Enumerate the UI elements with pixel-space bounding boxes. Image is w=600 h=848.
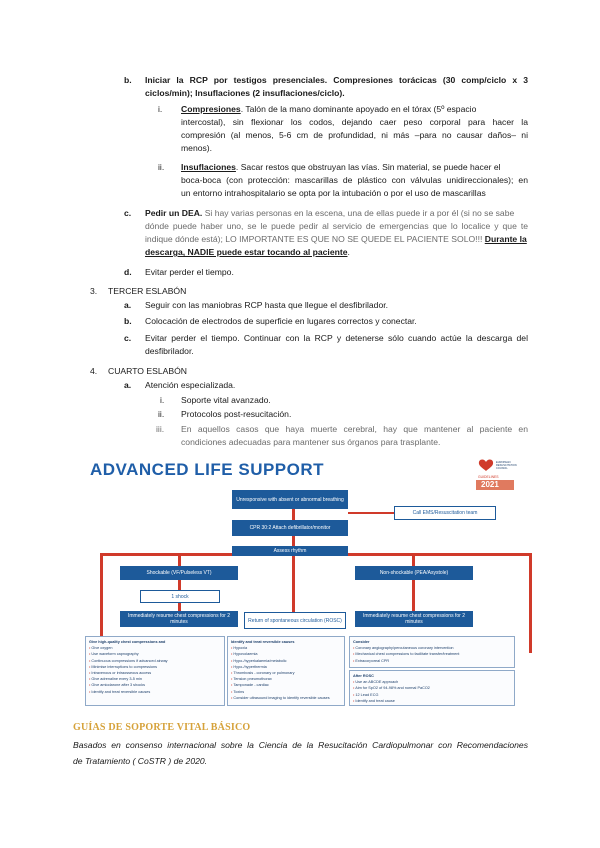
connector-arrow xyxy=(178,556,181,566)
panel-item: • Hypo-/hyperthermia xyxy=(231,664,341,670)
paragraph-line: intercostal), sin flexionar los codos, dejando caer peso corporal para hacer la xyxy=(181,117,528,127)
paragraph-line: ciclos/min); Insuflaciones (2 insuflaciones/ciclo). xyxy=(145,88,345,98)
panel-after-rosc xyxy=(349,670,515,706)
list-marker: 3. xyxy=(90,286,98,296)
list-marker: ii. xyxy=(158,162,165,172)
paragraph-line: Evitar perder el tiempo. xyxy=(145,267,234,277)
panel-item: • Give adrenaline every 3-5 min xyxy=(89,676,221,682)
text-span: Si hay varias personas en la escena, una de ellas puede ir a por él (si no se sabe xyxy=(202,208,515,218)
panel-item: • Use an ABCDE approach xyxy=(353,679,511,685)
term-compresiones: Compresiones xyxy=(181,104,241,114)
box-resume-left: Immediately resume chest compressions for 2 minutes xyxy=(120,611,238,627)
panel-item: • Use waveform capnography xyxy=(89,651,221,657)
box-resume-right: Immediately resume chest compressions for 2 minutes xyxy=(355,611,473,627)
panel-item: • Give amiodarone after 3 shocks xyxy=(89,682,221,688)
figure-title: ADVANCED LIFE SUPPORT xyxy=(90,460,325,479)
panel-item: • Extracorporeal CPR xyxy=(353,658,511,664)
panel-item: • Toxins xyxy=(231,689,341,695)
box-unresponsive: Unresponsive with absent or abnormal breathing xyxy=(232,490,348,509)
list-marker: b. xyxy=(124,316,132,326)
box-rosc: Return of spontaneous circulation (ROSC) xyxy=(244,612,346,629)
text-span: . xyxy=(347,247,350,257)
box-assess-rhythm: Assess rhythm xyxy=(232,546,348,556)
paragraph-line: Colocación de electrodos de superficie en lugares correctos y conectar. xyxy=(145,316,417,326)
paragraph-line: En aquellos casos que haya muerte cerebral, hay que mantener al paciente en xyxy=(181,424,528,434)
paragraph-line xyxy=(181,104,476,115)
section-title: TERCER ESLABÓN xyxy=(108,286,187,296)
panel-item: • Hypovolaemia xyxy=(231,651,341,657)
term-insuflaciones: Insuflaciones xyxy=(181,162,236,172)
panel-item: • Tamponade - cardiac xyxy=(231,682,341,688)
panel-item: • Identify and treat cause xyxy=(353,698,511,704)
panel-item: • Thrombosis - coronary or pulmonary xyxy=(231,670,341,676)
box-cpr: CPR 30:2 Attach defibrillator/monitor xyxy=(232,520,348,536)
erc-logo xyxy=(476,456,517,490)
paragraph-line: condiciones adecuadas para mantener sus órganos para trasplante. xyxy=(181,437,441,447)
panel-item: • Tension pneumothorax xyxy=(231,676,341,682)
connector-arrow xyxy=(412,556,415,566)
panel-title: After ROSC xyxy=(353,674,374,678)
paragraph-line: Atención especializada. xyxy=(145,380,236,390)
paragraph-line xyxy=(181,162,501,173)
panel-item: • Mechanical chest compressions to facilitate transfer/treatment xyxy=(353,651,511,657)
list-marker: i. xyxy=(160,395,165,405)
box-one-shock: 1 shock xyxy=(140,590,220,603)
section-title: CUARTO ESLABÓN xyxy=(108,366,187,376)
panel-consider xyxy=(349,636,515,668)
connector-arrow xyxy=(292,536,295,546)
panel-item: • Intravenous or intraosseous access xyxy=(89,670,221,676)
connector-arrow xyxy=(529,553,532,653)
text-span: . Talón de la mano dominante apoyado en el tórax (5º espacio xyxy=(240,104,477,114)
text-span: Durante la xyxy=(484,234,527,244)
connector-arrow xyxy=(412,580,415,611)
paragraph-line xyxy=(145,234,527,245)
connector-arrow xyxy=(292,556,295,612)
paragraph-line: menos). xyxy=(181,143,213,153)
connector-arrow xyxy=(178,580,181,590)
panel-item: • Consider ultrasound imaging to identify reversible causes xyxy=(231,695,341,701)
paragraph-line: desfibrilador. xyxy=(145,346,194,356)
list-marker: a. xyxy=(124,300,132,310)
panel-item: • Give oxygen xyxy=(89,645,221,651)
paragraph-line: un entorno intrahospitalario se opta por la intubación o por el uso de mascarillas xyxy=(181,188,486,198)
guides-heading: GUÍAS DE SOPORTE VITAL BÁSICO xyxy=(73,722,251,733)
text-span: Pedir un DEA. xyxy=(145,208,203,218)
italic-line: de Tratamiento ( CoSTR ) de 2020. xyxy=(73,756,208,766)
logo-year: 2021 xyxy=(481,480,499,489)
paragraph-line: Iniciar la RCP por testigos presenciales. Compresiones torácicas (30 comp/ciclo x 3 xyxy=(145,75,528,85)
text-span: . Sacar restos que obstruyan las vías. Sin material, se puede hacer el xyxy=(235,162,501,172)
box-shockable: Shockable (VF/Pulseless VT) xyxy=(120,566,238,580)
panel-title: Consider xyxy=(353,640,370,644)
panel-item: • Hypo-/hyperkalaemia/metabolic xyxy=(231,658,341,664)
panel-item: • 12 Lead ECG xyxy=(353,692,511,698)
logo-sub: GUIDELINES xyxy=(478,475,499,479)
paragraph-line: dónde puede haber uno, se le puede pedir al servicio de emergencias que lo localice y que te xyxy=(145,221,528,231)
panel-chest-compressions xyxy=(85,636,225,706)
panel-item: • Identify and treat reversible causes xyxy=(89,689,221,695)
paragraph-line: Evitar perder el tiempo. Continuar con la RCP y detenerse sólo cuando actúe la descarga del xyxy=(145,333,528,343)
paragraph-line: compresión (al menos, 5-6 cm de profundidad, ni más –para no causar daños– ni xyxy=(181,130,528,140)
panel-item: • Aim for SpO2 of 94-98% and normal PaCO2 xyxy=(353,685,511,691)
list-marker: b. xyxy=(124,75,132,85)
connector-arrow xyxy=(348,512,394,514)
list-marker: c. xyxy=(124,333,132,343)
panel-item: • Continuous compressions if advanced airway xyxy=(89,658,221,664)
panel-title: Identify and treat reversible causes xyxy=(231,640,295,644)
connector-arrow xyxy=(292,509,295,520)
paragraph-line: Seguir con las maniobras RCP hasta que llegue el desfibrilador. xyxy=(145,300,388,310)
panel-reversible-causes xyxy=(227,636,345,706)
list-marker: c. xyxy=(124,208,132,218)
paragraph-line: boca-boca (con protección: mascarillas de plástico con válvulas unidireccionales); en xyxy=(181,175,528,185)
text-span: descarga, NADIE puede estar tocando al paciente xyxy=(145,247,348,257)
list-marker: iii. xyxy=(156,424,165,434)
list-marker: ii. xyxy=(158,409,165,419)
paragraph-line xyxy=(145,208,514,219)
list-marker: a. xyxy=(124,380,132,390)
logo-text: EUROPEAN RESUSCITATION COUNCIL xyxy=(496,461,517,470)
italic-line: Basados en consenso internacional sobre la Ciencia de la Resucitación Cardiopulmonar con Recomendaciones xyxy=(73,740,528,750)
list-marker: d. xyxy=(124,267,132,277)
list-marker: i. xyxy=(158,104,163,114)
panel-item: • Minimise interruptions to compressions xyxy=(89,664,221,670)
panel-title: Give high-quality chest compressions and xyxy=(89,640,166,644)
panel-item: • Hypoxia xyxy=(231,645,341,651)
list-marker: 4. xyxy=(90,366,98,376)
box-call-team: Call EMS/Resuscitation team xyxy=(394,506,496,520)
paragraph-line xyxy=(145,247,350,258)
text-span: indique dónde está); LO IMPORTANTE ES QUE NO SE QUEDE EL PACIENTE SOLO!!! xyxy=(145,234,485,244)
box-non-shockable: Non-shockable (PEA/Asystole) xyxy=(355,566,473,580)
paragraph-line: Protocolos post-resucitación. xyxy=(181,409,292,419)
paragraph-line: Soporte vital avanzado. xyxy=(181,395,271,405)
panel-item: • Coronary angiography/percutaneous coronary intervention xyxy=(353,645,511,651)
